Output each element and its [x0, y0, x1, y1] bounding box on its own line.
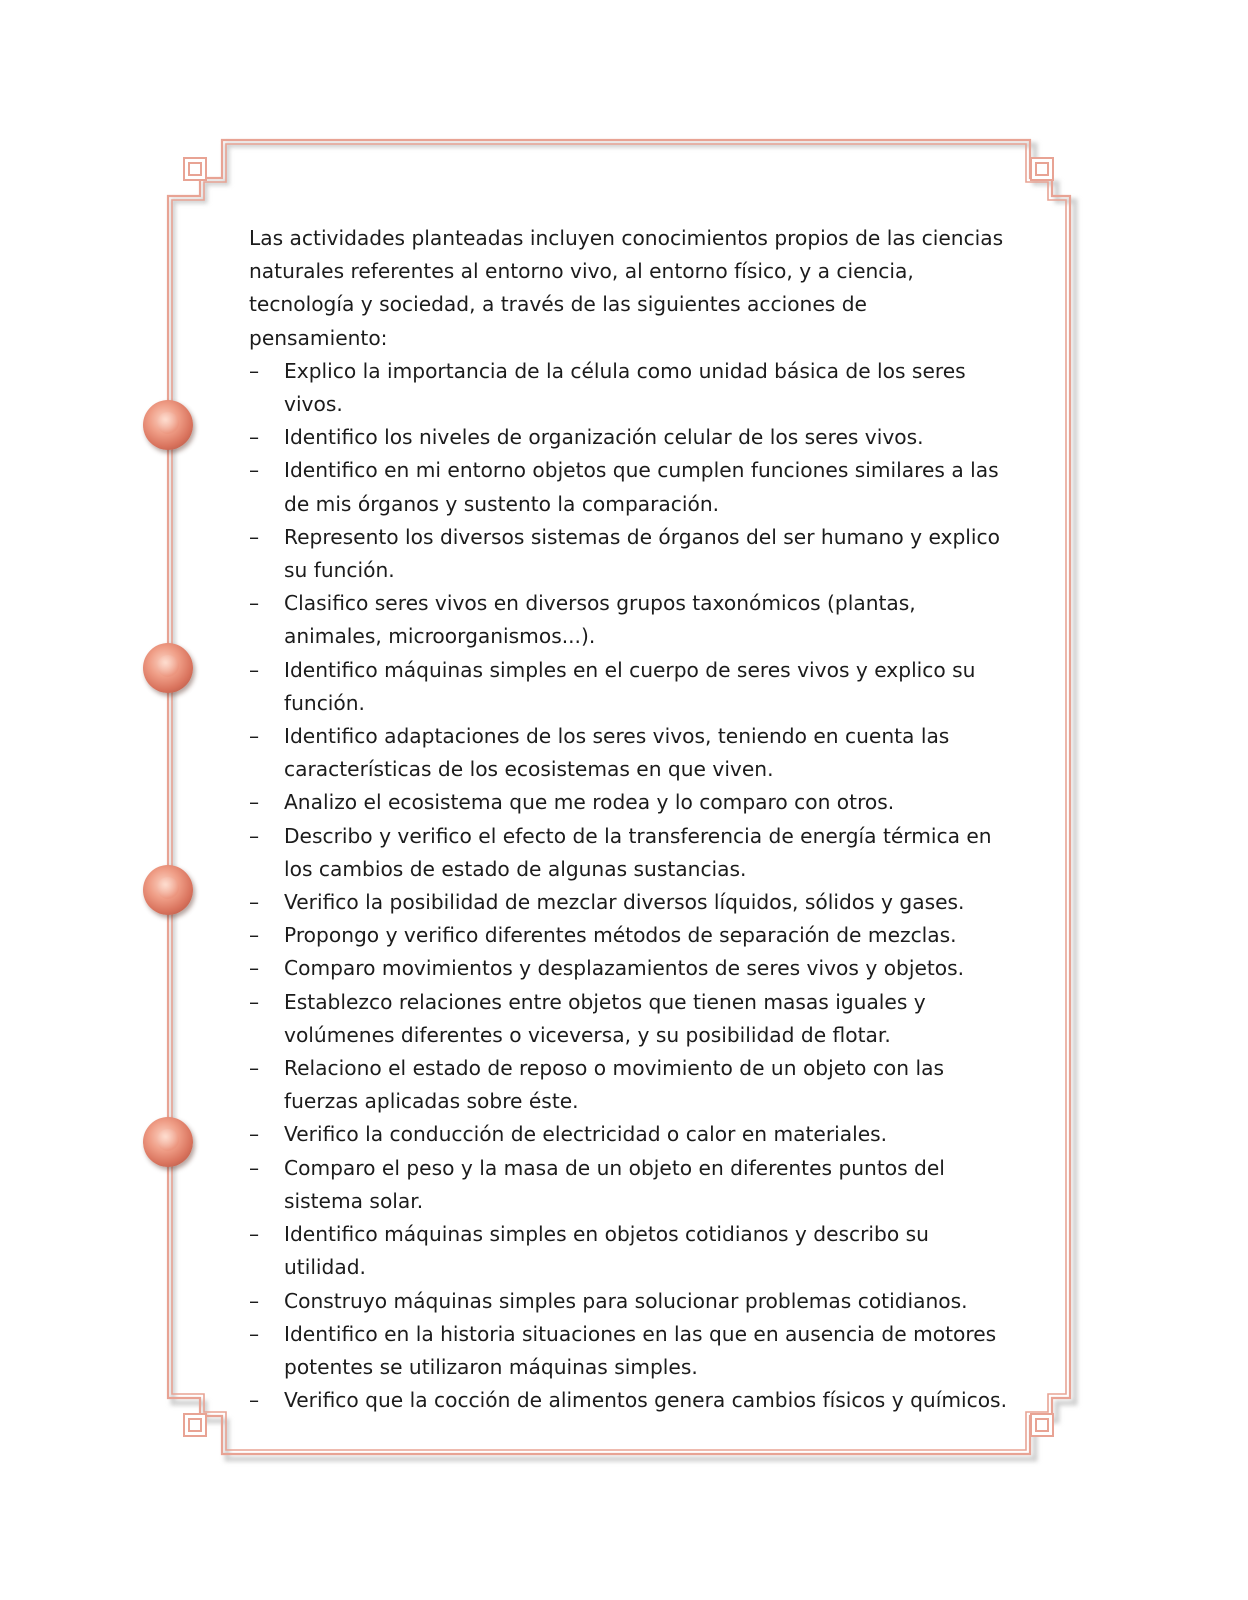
list-item	[249, 820, 1009, 886]
list-item	[249, 1152, 1009, 1218]
list-item	[249, 919, 1009, 952]
list-item-text: Comparo movimientos y desplazamientos de seres vivos y objetos.	[284, 956, 965, 981]
list-item-text: Construyo máquinas simples para solucionar problemas cotidianos.	[284, 1288, 968, 1313]
binder-bead-2	[143, 643, 193, 693]
list-item	[249, 587, 1009, 653]
list-item	[249, 952, 1009, 985]
dash-bullet: –	[249, 524, 260, 549]
dash-bullet: –	[249, 425, 260, 450]
list-item	[249, 886, 1009, 919]
binder-bead-3	[143, 865, 193, 915]
list-item	[249, 1218, 1009, 1284]
list-item	[249, 355, 1009, 421]
list-item-text: Analizo el ecosistema que me rodea y lo comparo con otros.	[284, 790, 895, 815]
list-item-text: Represento los diversos sistemas de órganos del ser humano y explico su función.	[284, 524, 1000, 583]
dash-bullet: –	[249, 657, 260, 682]
document-body	[249, 222, 1009, 1417]
list-item	[249, 1052, 1009, 1118]
dash-bullet: –	[249, 1222, 260, 1247]
list-item-text: Verifico la conducción de electricidad o calor en materiales.	[284, 1122, 888, 1147]
dash-bullet: –	[249, 823, 260, 848]
dash-bullet: –	[249, 1056, 260, 1081]
list-item-text: Identifico adaptaciones de los seres vivos, teniendo en cuenta las características de los ecosistemas en que viven.	[284, 724, 950, 782]
dash-bullet: –	[249, 790, 260, 815]
list-item-text: Verifico la posibilidad de mezclar diversos líquidos, sólidos y gases.	[284, 890, 965, 915]
dash-bullet: –	[249, 591, 260, 616]
list-item-text: Identifico los niveles de organización celular de los seres vivos.	[284, 425, 924, 450]
binder-bead-4	[143, 1117, 193, 1167]
list-item-text: Verifico que la cocción de alimentos genera cambios físicos y químicos.	[284, 1388, 1007, 1413]
list-item-text: Identifico máquinas simples en objetos cotidianos y describo su utilidad.	[284, 1222, 929, 1280]
dash-bullet: –	[249, 358, 260, 383]
list-item	[249, 1384, 1009, 1417]
thinking-actions-list	[249, 355, 1009, 1418]
list-item-text: Identifico en la historia situaciones en las que en ausencia de motores potentes se utilizaron máquinas simples.	[284, 1321, 997, 1379]
list-item	[249, 521, 1009, 587]
list-item-text: Establezco relaciones entre objetos que tienen masas iguales y volúmenes diferentes o viceversa, y su posibilidad de flotar.	[284, 989, 926, 1047]
list-item	[249, 654, 1009, 720]
dash-bullet: –	[249, 458, 260, 483]
intro-paragraph: Las actividades planteadas incluyen conocimientos propios de las ciencias naturales referentes al entorno vivo, al entorno físico, y a ciencia, tecnología y sociedad, a través de las siguientes acciones de pensamiento:	[249, 226, 1004, 350]
dash-bullet: –	[249, 989, 260, 1014]
list-item	[249, 1318, 1009, 1384]
dash-bullet: –	[249, 1288, 260, 1313]
list-item-text: Comparo el peso y la masa de un objeto en diferentes puntos del sistema solar.	[284, 1155, 945, 1213]
list-item	[249, 1118, 1009, 1151]
list-item	[249, 421, 1009, 454]
list-item	[249, 986, 1009, 1052]
list-item-text: Explico la importancia de la célula como unidad básica de los seres vivos.	[284, 358, 966, 417]
dash-bullet: –	[249, 956, 260, 981]
list-item-text: Propongo y verifico diferentes métodos de separación de mezclas.	[284, 923, 957, 948]
dash-bullet: –	[249, 890, 260, 915]
dash-bullet: –	[249, 724, 260, 749]
list-item-text: Identifico en mi entorno objetos que cumplen funciones similares a las de mis órganos y sustento la comparación.	[284, 458, 999, 516]
list-item	[249, 786, 1009, 819]
list-item-text: Relaciono el estado de reposo o movimiento de un objeto con las fuerzas aplicadas sobre éste.	[284, 1056, 944, 1114]
dash-bullet: –	[249, 1122, 260, 1147]
list-item	[249, 454, 1009, 520]
dash-bullet: –	[249, 1155, 260, 1180]
list-item-text: Describo y verifico el efecto de la transferencia de energía térmica en los cambios de estado de algunas sustancias.	[284, 823, 992, 881]
binder-bead-1	[143, 400, 193, 450]
list-item-text: Identifico máquinas simples en el cuerpo de seres vivos y explico su función.	[284, 657, 976, 715]
dash-bullet: –	[249, 923, 260, 948]
list-item	[249, 1285, 1009, 1318]
list-item-text: Clasifico seres vivos en diversos grupos taxonómicos (plantas, animales, microorganismos...).	[284, 591, 916, 649]
dash-bullet: –	[249, 1388, 260, 1413]
dash-bullet: –	[249, 1321, 260, 1346]
list-item	[249, 720, 1009, 786]
